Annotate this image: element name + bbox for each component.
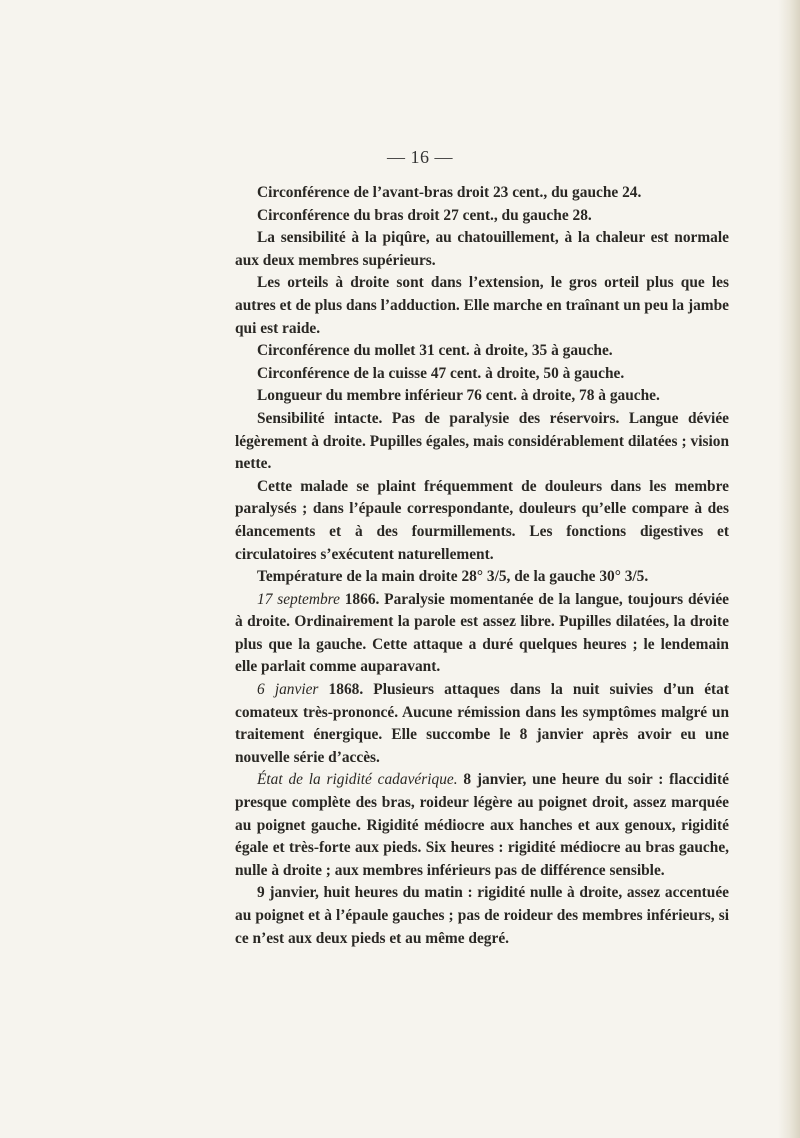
page-number: — 16 — bbox=[387, 147, 453, 167]
paragraph bbox=[235, 476, 729, 566]
paragraph bbox=[235, 182, 729, 205]
paragraph-text: 1866. Paralysie momentanée de la langue, toujours déviée à droite. Ordinairement la parole est assez libre. Pupilles dilatées, la droite plus que la gauche. Cette attaque a duré quelques heures ; le lendemain elle parlait comme auparavant. bbox=[235, 590, 729, 676]
paragraph-text: 8 janvier, une heure du soir : flaccidité presque complète des bras, roideur légère au poignet droit, assez marquée au poignet gauche. Rigidité médiocre aux hanches et aux genoux, rigidité égale et très-forte aux pieds. Six heures : rigidité médiocre au bras gauche, nulle à droite ; aux membres inférieurs pas de différence sensible. bbox=[235, 771, 729, 879]
paragraph bbox=[235, 272, 729, 340]
paragraph bbox=[235, 566, 729, 589]
paragraph-text: Température de la main droite 28° 3/5, de la gauche 30° 3/5. bbox=[257, 568, 649, 586]
paragraph bbox=[235, 340, 729, 363]
paragraph bbox=[235, 882, 729, 950]
paragraph-text: 9 janvier, huit heures du matin : rigidité nulle à droite, assez accentuée au poignet et à l’épaule gauches ; pas de roideur des membres inférieurs, si ce n’est aux deux pieds et au même degré. bbox=[235, 884, 729, 947]
paragraph bbox=[235, 205, 729, 228]
paragraph-text: La sensibilité à la piqûre, au chatouillement, à la chaleur est normale aux deux membres supérieurs. bbox=[235, 229, 729, 269]
paragraph-text: Les orteils à droite sont dans l’extension, le gros orteil plus que les autres et de plus dans l’adduction. Elle marche en traînant un peu la jambe qui est raide. bbox=[235, 274, 729, 337]
page-edge-shadow bbox=[778, 0, 800, 1138]
body-text bbox=[235, 182, 729, 950]
paragraph-text: Longueur du membre inférieur 76 cent. à droite, 78 à gauche. bbox=[257, 387, 660, 405]
paragraph bbox=[235, 227, 729, 272]
paragraph bbox=[235, 385, 729, 408]
paragraph bbox=[235, 363, 729, 386]
paragraph-date: 17 septembre bbox=[257, 590, 340, 608]
paragraph-text: Sensibilité intacte. Pas de paralysie des réservoirs. Langue déviée légèrement à droite. Pupilles égales, mais considérablement dilatées ; vision nette. bbox=[235, 409, 729, 473]
paragraph-text: Circonférence de l’avant-bras droit 23 cent., du gauche 24. bbox=[257, 184, 642, 201]
paragraph-text: 1868. Plusieurs attaques dans la nuit suivies d’un état comateux très-prononcé. Aucune rémission dans les symptômes malgré un traitement énergique. Elle succombe le 8 janvier après avoir eu une nouvelle série d’accès. bbox=[235, 681, 729, 766]
paragraph-text: Circonférence du bras droit 27 cent., du gauche 28. bbox=[257, 206, 592, 224]
paragraph-text: Cette malade se plaint fréquemment de douleurs dans les membre paralysés ; dans l’épaule correspondante, douleurs qu’elle compare à des élancements et à des fourmillements. Les fonctions digestives et circulatoires s’exécutent naturellement. bbox=[235, 477, 729, 563]
paragraph-text: Circonférence du mollet 31 cent. à droite, 35 à gauche. bbox=[257, 342, 613, 360]
paragraph bbox=[235, 769, 729, 882]
paragraph-text: Circonférence de la cuisse 47 cent. à droite, 50 à gauche. bbox=[257, 364, 625, 382]
paragraph bbox=[235, 589, 729, 679]
paragraph bbox=[235, 408, 729, 476]
paragraph-date: 6 janvier bbox=[257, 681, 319, 699]
paragraph bbox=[235, 679, 729, 769]
paragraph-heading: État de la rigidité cadavérique. bbox=[257, 771, 458, 789]
